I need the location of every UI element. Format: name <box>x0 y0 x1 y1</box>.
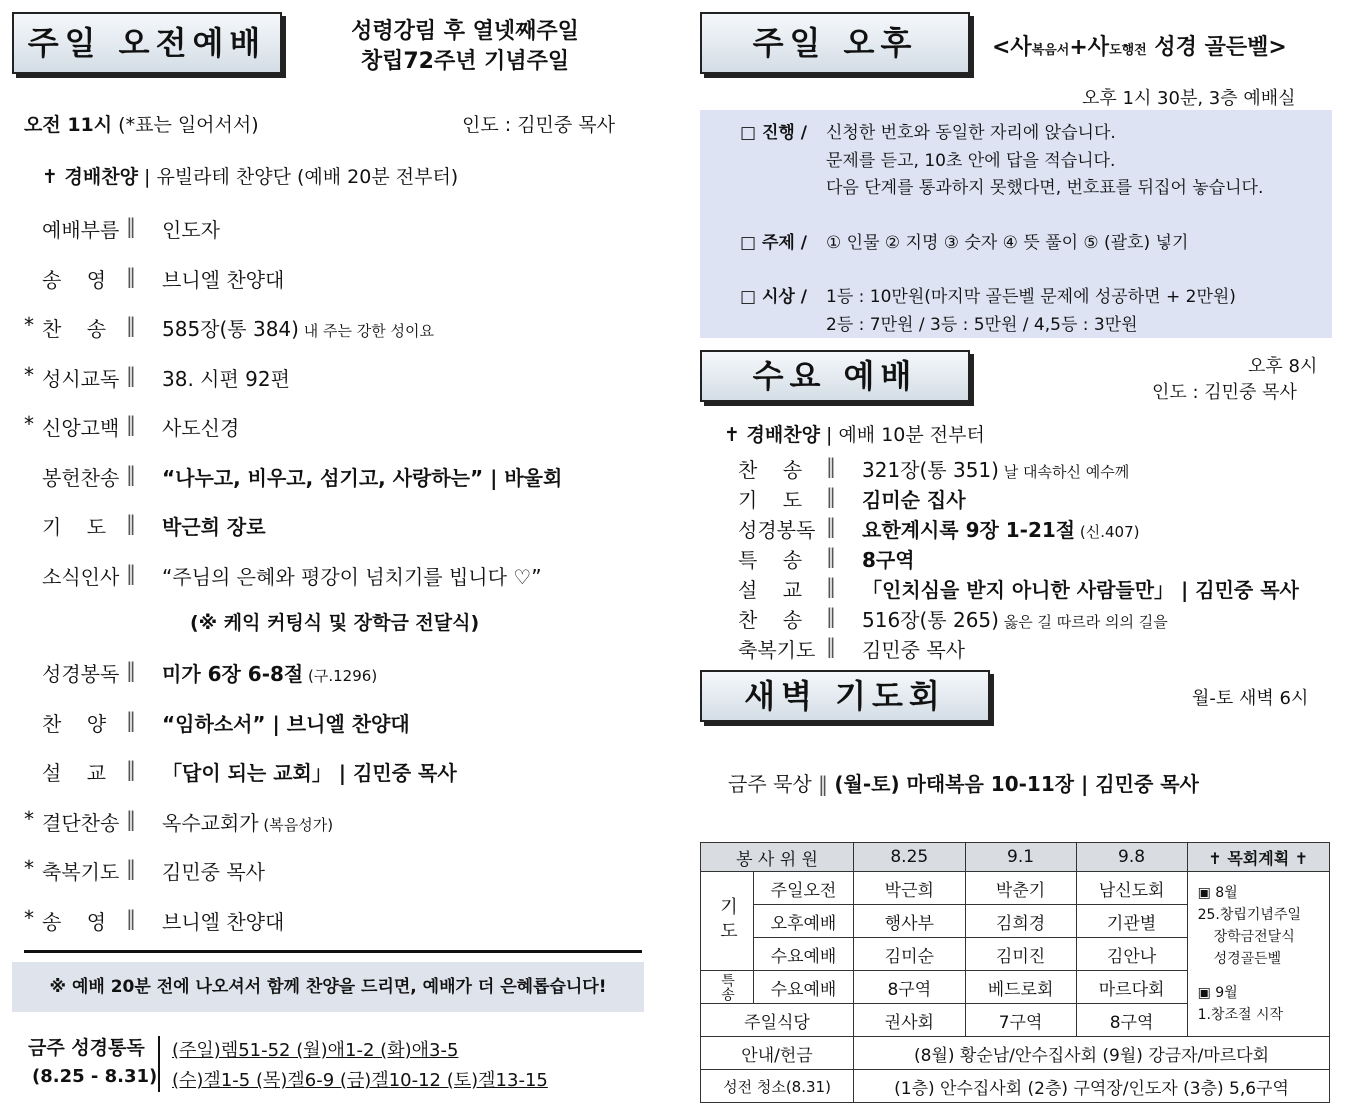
order-note: 날 대속하신 예수께 <box>998 463 1130 481</box>
order-item: 김미순 집사 <box>862 488 966 512</box>
morning-praise-row <box>42 162 458 189</box>
standing-mark: * <box>24 313 34 337</box>
morning-time: 오전 11시 <box>24 114 113 136</box>
order-label: 송 영 <box>42 909 107 934</box>
order-label: 설 교 <box>42 761 107 785</box>
row-label: 주일식당 <box>701 1004 854 1037</box>
order-item: 「인치심을 받지 아니한 사람들만」 | 김민중 목사 <box>862 578 1299 602</box>
order-divider: ‖ <box>826 604 836 628</box>
standing-mark: * <box>24 362 34 387</box>
order-divider: ‖ <box>126 313 136 337</box>
order-label: 결단찬송 <box>42 810 120 835</box>
bible-reading-divider <box>158 1036 160 1092</box>
wednesday-praise-divider: | <box>826 424 839 446</box>
order-item: 38. 시편 92편 <box>162 366 290 391</box>
morning-subtitle-1: 성령강림 후 열넷째주일 <box>351 19 579 44</box>
morning-subtitle-2: 창립72주년 기념주일 <box>360 49 570 74</box>
order-label: 성경봉독 <box>42 662 120 686</box>
order-note: (복음성가) <box>258 815 334 834</box>
order-label: 기 도 <box>738 488 803 512</box>
order-label: 소식인사 <box>42 564 120 589</box>
order-divider: ‖ <box>126 560 136 585</box>
plan-line: 25.창립기념주일 <box>1197 907 1301 923</box>
table-row <box>701 872 1330 905</box>
standing-mark: * <box>24 856 34 880</box>
order-note: 옳은 길 따르라 의의 길을 <box>998 613 1168 631</box>
order-divider: ‖ <box>126 856 136 880</box>
order-divider: ‖ <box>826 514 836 538</box>
table-cell: 마르다회 <box>1076 971 1187 1004</box>
section-divider <box>24 950 642 953</box>
bible-reading-title: 금주 성경통독 <box>28 1037 145 1059</box>
standing-mark: * <box>24 412 34 436</box>
table-cell: 8구역 <box>854 971 966 1004</box>
order-item: “나누고, 비우고, 섬기고, 사랑하는” | 바울회 <box>162 465 563 490</box>
wednesday-header: 수요 예배 <box>700 350 970 402</box>
table-cell: (8월) 황순남/안수집사회 (9월) 강금자/마르다회 <box>854 1037 1330 1070</box>
order-label: 찬 송 <box>42 317 107 341</box>
wednesday-praise-label: ✝ 경배찬양 <box>724 424 820 446</box>
table-cell: 박근희 <box>854 872 966 905</box>
meditation-row <box>728 768 1199 797</box>
order-item: 「답이 되는 교회」 | 김민중 목사 <box>162 761 457 785</box>
topic-label: □ 주제 / <box>740 233 807 253</box>
wednesday-praise-row <box>724 420 985 447</box>
order-item: 김민중 목사 <box>162 860 265 884</box>
order-label: 축복기도 <box>738 638 816 662</box>
plan-line: 성경골든벨 <box>1213 951 1282 967</box>
order-item: 미가 6장 6-8절 (구.1296) <box>162 662 378 686</box>
order-divider: ‖ <box>826 484 836 508</box>
plan-line: ▣ 8월 <box>1197 885 1238 901</box>
order-note: (구.1296) <box>303 667 378 685</box>
table-cell: 권사회 <box>854 1004 966 1037</box>
morning-time-note: (*표는 일어서서) <box>118 114 259 136</box>
prayer-group-label: 기도 <box>701 872 754 971</box>
plan-line <box>1198 970 1323 982</box>
progress-line-3: 다음 단계를 통과하지 못했다면, 번호표를 뒤집어 놓습니다. <box>826 178 1264 198</box>
service-table-header <box>701 843 1330 872</box>
plan-line: 장학금전달식 <box>1213 929 1295 945</box>
order-divider: ‖ <box>126 461 136 486</box>
order-item: 브니엘 찬양대 <box>162 909 285 934</box>
table-row <box>701 1037 1330 1070</box>
order-item: 브니엘 찬양대 <box>162 267 285 292</box>
order-label: 봉헌찬송 <box>42 465 120 490</box>
order-label: 축복기도 <box>42 860 120 884</box>
order-divider: ‖ <box>826 544 836 568</box>
table-cell: 행사부 <box>854 905 966 938</box>
praise-divider: | <box>144 166 157 188</box>
topic-text: ① 인물 ② 지명 ③ 숫자 ④ 뜻 풀이 ⑤ (괄호) 넣기 <box>826 233 1189 253</box>
service-table <box>700 842 1330 1103</box>
table-row <box>701 1070 1330 1103</box>
order-item: 김민중 목사 <box>862 638 965 662</box>
morning-time-row <box>24 110 259 137</box>
service-header-title: 봉 사 위 원 <box>701 843 854 872</box>
table-cell: 7구역 <box>965 1004 1076 1037</box>
order-divider: ‖ <box>126 412 136 436</box>
prize-line-2: 2등 : 7만원 / 3등 : 5만원 / 4,5등 : 3만원 <box>826 315 1138 335</box>
table-cell: 김희경 <box>965 905 1076 938</box>
row-label: 수요예배 <box>754 971 854 1004</box>
row-label: 수요예배 <box>754 938 854 971</box>
prize-line-1: 1등 : 10만원(마지막 골든벨 문제에 성공하면 + 2만원) <box>826 287 1236 307</box>
row-label: 주일오전 <box>754 872 854 905</box>
table-cell: (1층) 안수집사회 (2층) 구역장/인도자 (3층) 5,6구역 <box>854 1070 1330 1103</box>
morning-leader: 인도 : 김민중 목사 <box>462 114 615 136</box>
order-item: 585장(통 384) 내 주는 강한 성이요 <box>162 317 434 341</box>
bible-reading-line-1: (주일)렘51-52 (월)애1-2 (화)애3-5 <box>172 1040 459 1061</box>
pastoral-plan-title: ✝ 목회계획 ✝ <box>1187 843 1329 872</box>
order-divider: ‖ <box>126 263 136 288</box>
order-divider: ‖ <box>826 634 836 658</box>
worship-notice: ※ 예배 20분 전에 나오셔서 함께 찬양을 드리면, 예배가 더 은혜롭습니다! <box>12 962 644 1012</box>
dawn-time: 월-토 새벽 6시 <box>1192 688 1309 709</box>
wednesday-praise-text: 예배 10분 전부터 <box>838 424 985 446</box>
order-label: 신앙고백 <box>42 416 120 440</box>
order-label: 특 송 <box>738 548 803 572</box>
row-label: 오후예배 <box>754 905 854 938</box>
bible-reading-line-2: (수)겔1-5 (목)겔6-9 (금)겔10-12 (토)겔13-15 <box>172 1070 548 1091</box>
table-cell: 기관별 <box>1076 905 1187 938</box>
plan-line: ▣ 9월 <box>1197 985 1238 1001</box>
morning-service-header: 주일 오전예배 <box>12 12 282 74</box>
ceremony-note: (※ 케익 커팅식 및 장학금 전달식) <box>190 612 480 634</box>
order-divider: ‖ <box>126 707 136 732</box>
progress-label: □ 진행 / <box>740 123 807 143</box>
order-label: 기 도 <box>42 515 107 539</box>
order-label: 예배부름 <box>42 218 120 242</box>
order-label: 찬 양 <box>42 711 107 736</box>
order-divider: ‖ <box>126 905 136 930</box>
order-divider: ‖ <box>826 454 836 478</box>
pastoral-plan <box>1187 872 1329 1037</box>
order-divider: ‖ <box>126 806 136 831</box>
order-label: 찬 송 <box>738 458 803 482</box>
order-label: 찬 송 <box>738 608 803 632</box>
table-cell: 김미진 <box>965 938 1076 971</box>
order-label: 성경봉독 <box>738 518 816 542</box>
bible-reading-dates: (8.25 - 8.31) <box>32 1066 158 1087</box>
order-note: (신.407) <box>1075 523 1140 541</box>
meditation-divider: ‖ <box>818 772 835 796</box>
order-item: 박근희 장로 <box>162 515 266 539</box>
order-item: 인도자 <box>162 218 220 242</box>
afternoon-time: 오후 1시 30분, 3층 예배실 <box>1082 88 1296 109</box>
order-divider: ‖ <box>126 362 136 387</box>
meditation-text: (월-토) 마태복음 10-11장 | 김민중 목사 <box>834 772 1199 796</box>
table-cell: 김미순 <box>854 938 966 971</box>
service-header-date: 9.1 <box>965 843 1076 872</box>
praise-text: 유빌라테 찬양단 (예배 20분 전부터) <box>156 166 459 188</box>
progress-line-2: 문제를 듣고, 10초 안에 답을 적습니다. <box>826 151 1116 171</box>
special-song-group-label: 특송 <box>701 971 754 1004</box>
order-item: 사도신경 <box>162 416 240 440</box>
table-cell: 김안나 <box>1076 938 1187 971</box>
prize-label: □ 시상 / <box>740 287 807 307</box>
order-label: 송 영 <box>42 267 107 292</box>
afternoon-subtitle: <사복음서+사도행전 성경 골든벨> <box>992 35 1287 60</box>
table-cell: 남신도회 <box>1076 872 1187 905</box>
table-cell: 박춘기 <box>965 872 1076 905</box>
order-item: 321장(통 351) 날 대속하신 예수께 <box>862 458 1130 482</box>
afternoon-header: 주일 오후 <box>700 12 970 74</box>
order-item: 요한계시록 9장 1-21절 (신.407) <box>862 518 1140 542</box>
standing-mark: * <box>24 905 34 930</box>
order-item: 516장(통 265) 옳은 길 따르라 의의 길을 <box>862 608 1168 632</box>
progress-line-1: 신청한 번호와 동일한 자리에 앉습니다. <box>826 123 1116 143</box>
order-item: “주님의 은혜와 평강이 넘치기를 빕니다 ♡” <box>162 564 542 589</box>
row-label: 성전 청소(8.31) <box>701 1070 854 1103</box>
order-item: 옥수교회가 (복음성가) <box>162 810 334 835</box>
order-divider: ‖ <box>126 511 136 535</box>
order-item: 8구역 <box>862 548 915 572</box>
order-label: 설 교 <box>738 578 803 602</box>
table-cell: 8구역 <box>1076 1004 1187 1037</box>
order-label: 성시교독 <box>42 366 120 391</box>
order-note: 내 주는 강한 성이요 <box>298 322 434 340</box>
order-divider: ‖ <box>126 214 136 238</box>
row-label: 안내/헌금 <box>701 1037 854 1070</box>
order-divider: ‖ <box>126 658 136 682</box>
praise-label: ✝ 경배찬양 <box>42 166 138 188</box>
order-divider: ‖ <box>826 574 836 598</box>
wednesday-time: 오후 8시 <box>1248 356 1318 377</box>
meditation-label: 금주 묵상 <box>728 772 812 796</box>
table-cell: 베드로회 <box>965 971 1076 1004</box>
order-divider: ‖ <box>126 757 136 781</box>
wednesday-leader: 인도 : 김민중 목사 <box>1152 382 1297 403</box>
standing-mark: * <box>24 806 34 831</box>
service-header-date: 8.25 <box>854 843 966 872</box>
order-item: “임하소서” | 브니엘 찬양대 <box>162 711 410 736</box>
plan-line: 1.창조절 시작 <box>1197 1007 1284 1023</box>
dawn-header: 새벽 기도회 <box>700 670 990 722</box>
service-header-date: 9.8 <box>1076 843 1187 872</box>
